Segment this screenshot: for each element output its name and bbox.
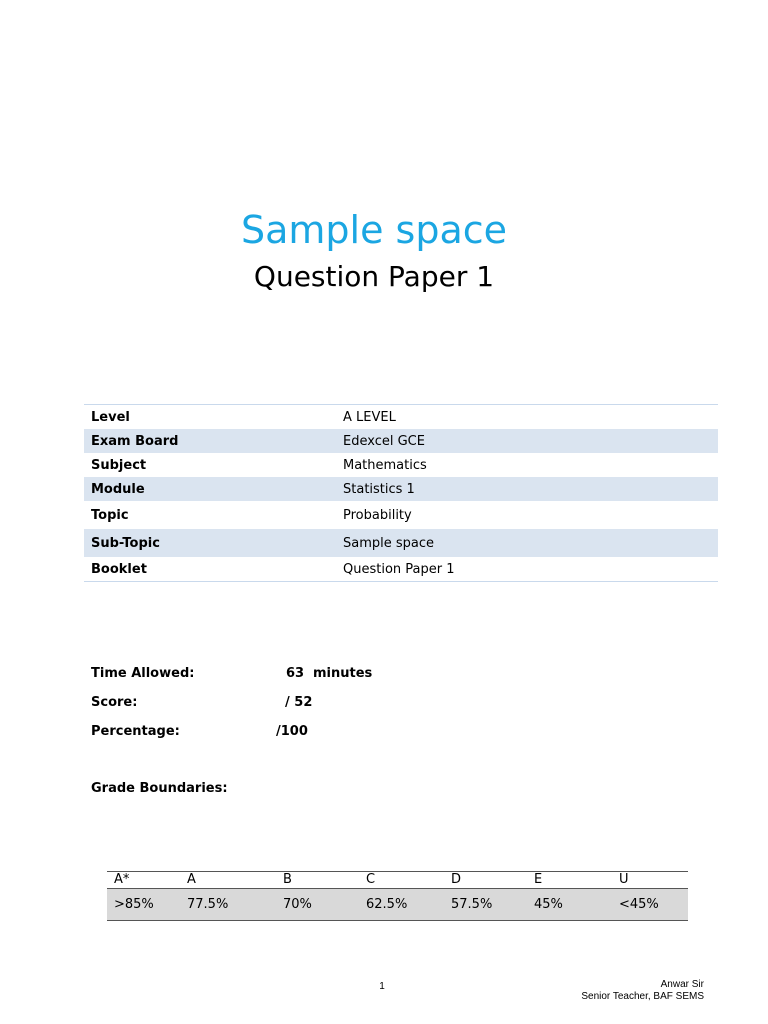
info-label: Level [91,409,130,425]
grade-boundaries-table [107,871,688,921]
author-name: Anwar Sir [660,979,704,990]
info-label: Subject [91,457,147,473]
grade-letter: U [619,872,629,887]
info-row-exam-board [84,429,718,453]
time-allowed-label: Time Allowed: [91,666,195,681]
info-label: Module [84,477,336,501]
document-title: Sample space [240,208,508,252]
grade-value: 62.5% [359,889,444,921]
info-label: Topic [91,507,129,523]
time-allowed-value: 63 [286,666,305,681]
info-value: Sample space [336,529,718,557]
page-number: 1 [379,981,385,992]
info-value: Mathematics [343,457,427,473]
grade-value: >85% [107,889,180,921]
info-row-subject [84,453,718,477]
score-value: / 52 [285,695,313,710]
grade-value: 57.5% [444,889,527,921]
info-value: Edexcel GCE [336,429,718,453]
info-value: Probability [343,507,412,523]
info-value: Question Paper 1 [343,561,455,577]
info-label: Booklet [91,561,147,577]
grade-letter: A [187,872,196,887]
info-label: Exam Board [84,429,336,453]
grade-letter: E [534,872,543,887]
score-label: Score: [91,695,138,710]
info-label: Sub-Topic [84,529,336,557]
info-value: A LEVEL [343,409,396,425]
time-allowed-unit: minutes [313,666,373,681]
author-block [581,979,704,1003]
grade-letter: B [283,872,292,887]
info-row-module [84,477,718,501]
grade-letter: D [451,872,462,887]
percentage-label: Percentage: [91,724,180,739]
grade-value: 77.5% [180,889,276,921]
grade-value: 70% [276,889,359,921]
grade-letter: A* [114,872,130,887]
grade-boundaries-label: Grade Boundaries: [91,781,228,796]
author-role: Senior Teacher, BAF SEMS [581,991,704,1002]
info-row-sub-topic [84,529,718,557]
percentage-value: /100 [276,724,308,739]
info-table [84,404,718,582]
info-row-level [84,405,718,430]
grade-value: <45% [612,889,688,921]
grade-value: 45% [527,889,612,921]
info-row-booklet [84,557,718,582]
info-value: Statistics 1 [336,477,718,501]
grade-letter: C [366,872,376,887]
info-row-topic [84,501,718,529]
grade-header-row [107,872,688,889]
grade-values-row [107,889,688,921]
document-subtitle: Question Paper 1 [253,260,495,293]
